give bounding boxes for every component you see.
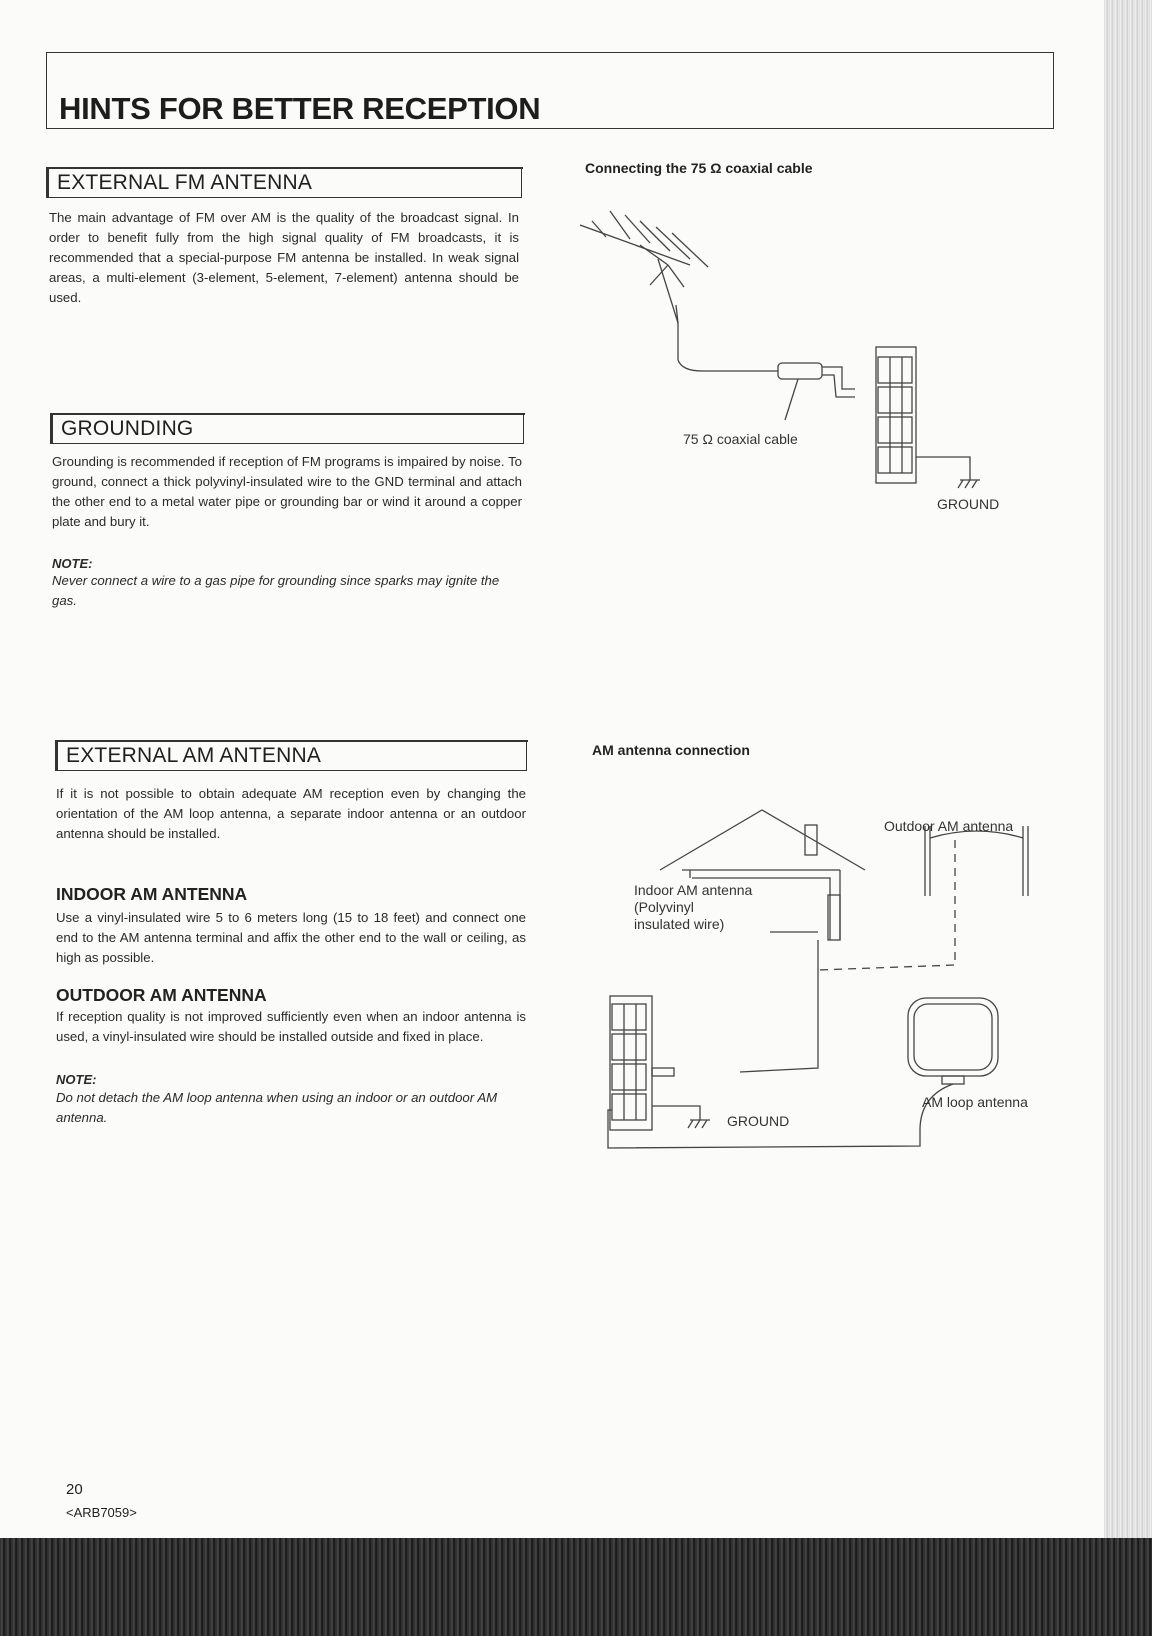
- am-loop-label: AM loop antenna: [922, 1094, 1028, 1110]
- outdoor-am-text: If reception quality is not improved sufficiently even when an indoor antenna is used, a vinyl-insulated wire should be installed outside and fixed in place.: [56, 1009, 526, 1044]
- section-heading-am-label: EXTERNAL AM ANTENNA: [66, 744, 322, 767]
- section-heading-fm: [46, 167, 522, 198]
- fm-antenna-diagram: [580, 205, 1020, 505]
- outdoor-note-text: Do not detach the AM loop antenna when using an indoor or an outdoor AM antenna.: [56, 1090, 498, 1125]
- am-antenna-text: If it is not possible to obtain adequate AM reception even by changing the orientation of the AM loop antenna, a separate indoor antenna or an outdoor antenna should be installed.: [56, 786, 526, 841]
- grounding-note-text: Never connect a wire to a gas pipe for grounding since sparks may ignite the gas.: [52, 573, 500, 608]
- grounding-note-label: NOTE:: [52, 556, 93, 571]
- fm-antenna-text: The main advantage of FM over AM is the quality of the broadcast signal. In order to benefit fully from the high signal quality of FM broadcasts, it is recommended that a special-purpose FM antenna be installed. In weak signal areas, a multi-element (3-element, 5-element, 7-element) antenna should be used.: [49, 210, 519, 305]
- fm-cable-label: 75 Ω coaxial cable: [683, 431, 798, 447]
- section-heading-grounding-label: GROUNDING: [61, 417, 194, 440]
- am-figure-caption: AM antenna connection: [592, 742, 750, 758]
- am-ground-label: GROUND: [727, 1113, 790, 1129]
- grounding-text: Grounding is recommended if reception of FM programs is impaired by noise. To ground, connect a thick polyvinyl-insulated wire to the GND terminal and attach the other end to a metal water pipe or grounding bar or wind it around a copper plate and bury it.: [52, 454, 522, 529]
- indoor-am-heading: INDOOR AM ANTENNA: [56, 884, 248, 904]
- page-title: HINTS FOR BETTER RECEPTION: [59, 91, 541, 126]
- outdoor-note-label: NOTE:: [56, 1072, 97, 1087]
- section-heading-grounding: [50, 413, 524, 444]
- indoor-am-text: Use a vinyl-insulated wire 5 to 6 meters long (15 to 18 feet) and connect one end to the AM antenna terminal and affix the other end to the wall or ceiling, as high as possible.: [56, 910, 526, 965]
- page-number: 20: [66, 1481, 83, 1498]
- scan-edge: [1104, 0, 1152, 1636]
- fm-ground-label: GROUND: [937, 496, 1000, 512]
- section-heading-am: [55, 740, 527, 771]
- am-indoor-label-1: Indoor AM antenna: [634, 882, 753, 898]
- document-code: <ARB7059>: [66, 1505, 137, 1520]
- scan-bottom-edge: [0, 1538, 1152, 1636]
- am-outdoor-label: Outdoor AM antenna: [884, 818, 1014, 834]
- title-box: [46, 52, 1054, 129]
- section-heading-fm-label: EXTERNAL FM ANTENNA: [57, 171, 313, 194]
- am-indoor-label-3: insulated wire): [634, 916, 725, 932]
- outdoor-am-heading: OUTDOOR AM ANTENNA: [56, 985, 267, 1005]
- fm-figure-caption: Connecting the 75 Ω coaxial cable: [585, 160, 813, 176]
- am-indoor-label-2: (Polyvinyl: [634, 899, 694, 915]
